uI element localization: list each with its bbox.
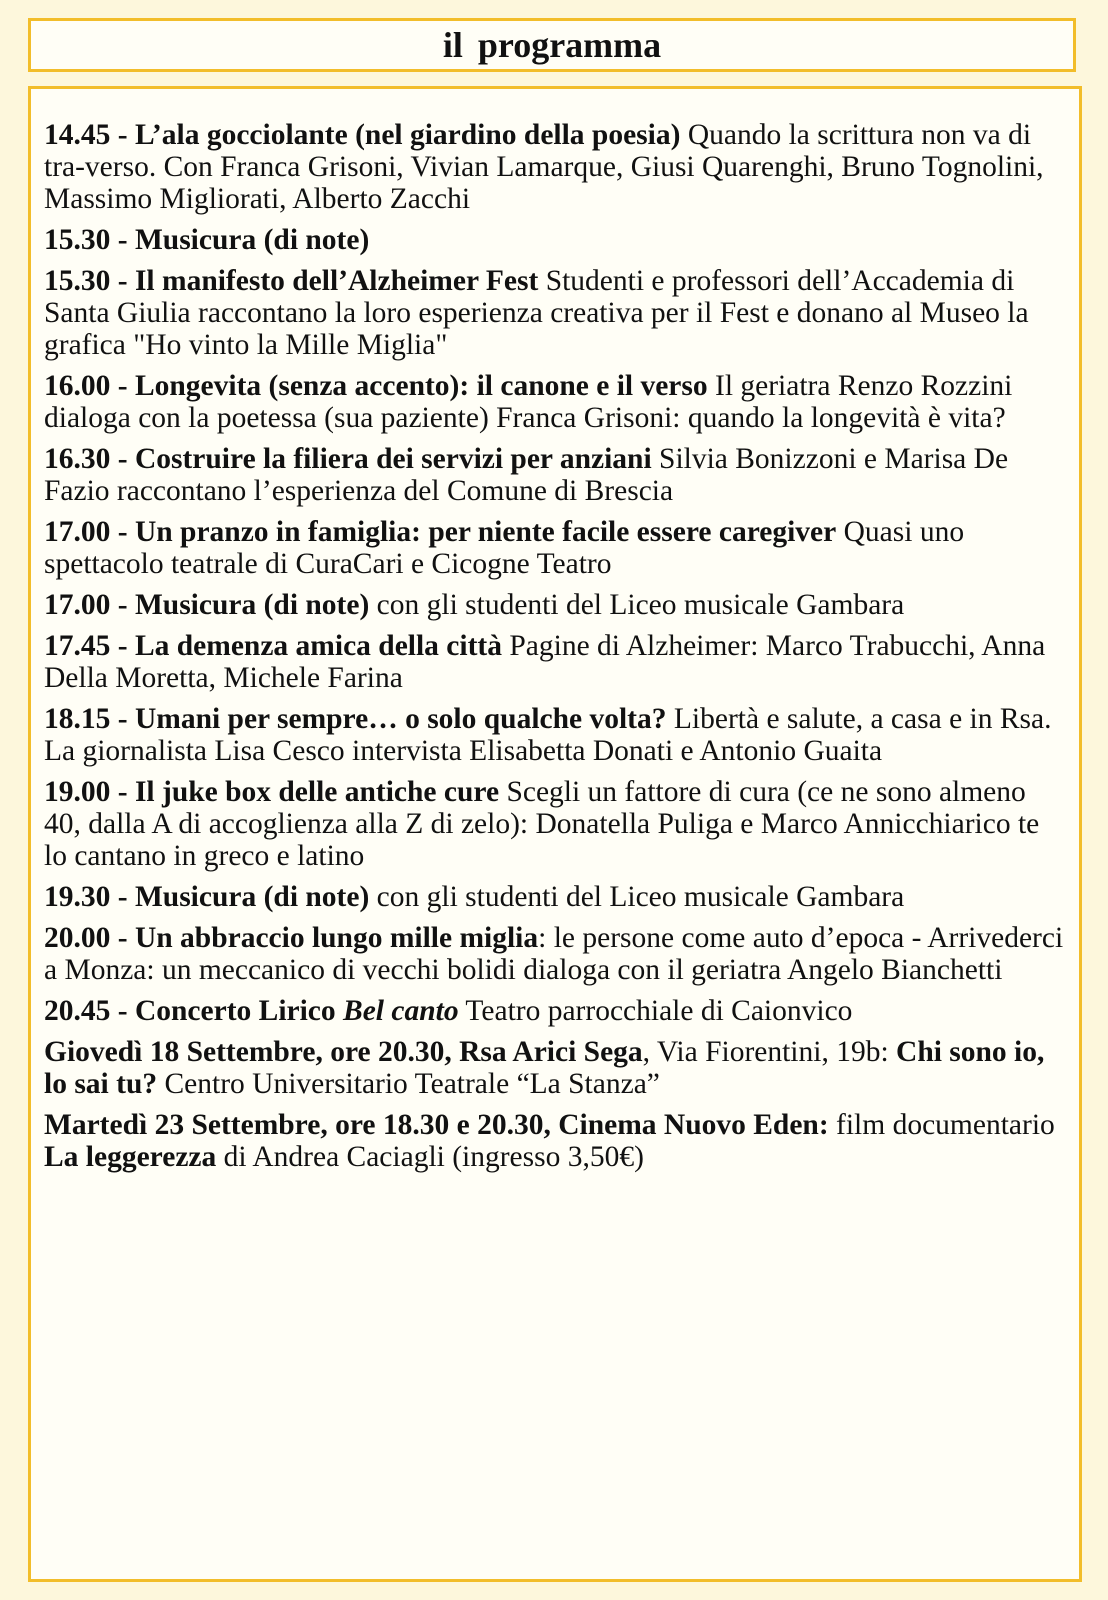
program-item — [44, 443, 1069, 507]
program-item — [44, 881, 1069, 913]
program-item — [44, 630, 1069, 694]
item-description: Teatro parrocchiale di Caionvico — [458, 995, 853, 1027]
item-time: 16.00 - — [44, 370, 135, 402]
item-time: 15.30 - — [44, 265, 135, 297]
program-box — [28, 86, 1082, 1582]
event-description: di Andrea Caciagli (ingresso 3,50€) — [216, 1141, 644, 1173]
program-item — [44, 589, 1069, 621]
item-title: Umani per sempre… o solo qualche volta? — [134, 703, 667, 735]
event-address: , Via Fiorentini, 19b: — [642, 1036, 897, 1068]
item-time: 16.30 - — [44, 443, 135, 475]
item-description: Silvia Bonizzoni e Marisa De Fazio raccontano l’esperienza del Comune di Brescia — [44, 443, 1009, 507]
item-time: 17.45 - — [44, 630, 135, 662]
item-title: Concerto Lirico — [134, 995, 344, 1027]
item-title: Un pranzo in famiglia: per niente facile essere caregiver — [134, 516, 837, 548]
item-title: Il manifesto dell’Alzheimer Fest — [134, 265, 539, 297]
item-time: 18.15 - — [44, 703, 135, 735]
item-title: Un abbraccio lungo mille miglia — [134, 922, 539, 954]
event-date-place: Martedì 23 Settembre, ore 18.30 e 20.30, Cinema Nuovo Eden: — [44, 1109, 829, 1141]
item-time: 19.00 - — [44, 776, 135, 808]
program-item — [44, 776, 1069, 872]
item-description: Quando la scrittura non va di tra-verso. Con Franca Grisoni, Vivian Lamarque, Giusi Quarenghi, Bruno Tognolini, Massimo Migliorati, Alberto Zacchi — [44, 119, 1044, 215]
item-title-italic: Bel canto — [343, 995, 459, 1027]
program-item — [44, 703, 1069, 767]
item-title: Costruire la filiera dei servizi per anziani — [134, 443, 652, 475]
program-item — [44, 265, 1069, 361]
item-time: 20.00 - — [44, 922, 135, 954]
item-description: Quasi uno spettacolo teatrale di CuraCari e Cicogne Teatro — [44, 516, 965, 580]
item-title: La demenza amica della città — [134, 630, 502, 662]
event-giovedi — [44, 1036, 1069, 1100]
item-title: Musicura (di note) — [134, 881, 370, 913]
program-item-concerto — [44, 995, 1069, 1027]
item-description: Pagine di Alzheimer: Marco Trabucchi, Anna Della Moretta, Michele Farina — [44, 630, 1046, 694]
event-date-place: Giovedì 18 Settembre, ore 20.30, Rsa Arici Sega — [44, 1036, 643, 1068]
item-time: 20.45 - — [44, 995, 135, 1027]
program-item — [44, 370, 1069, 434]
item-description: Studenti e professori dell’Accademia di Santa Giulia raccontano la loro esperienza creativa per il Fest e donano al Museo la grafica "Ho vinto la Mille Miglia" — [44, 265, 1029, 361]
item-title: L’ala gocciolante (nel giardino della poesia) — [134, 119, 681, 151]
item-description: Il geriatra Renzo Rozzini dialoga con la poetessa (sua paziente) Franca Grisoni: quando la longevità è vita? — [44, 370, 1013, 434]
item-time: 17.00 - — [44, 589, 135, 621]
item-title: Musicura (di note) — [134, 224, 370, 256]
item-description: con gli studenti del Liceo musicale Gambara — [369, 881, 905, 913]
item-title: Musicura (di note) — [134, 589, 370, 621]
item-description: con gli studenti del Liceo musicale Gambara — [369, 589, 905, 621]
item-time: 14.45 - — [44, 119, 135, 151]
event-type: film documentario — [828, 1109, 1055, 1141]
item-description: : le persone come auto d’epoca - Arrivederci a Monza: un meccanico di vecchi bolidi dialoga con il geriatra Angelo Bianchetti — [44, 922, 1064, 986]
title-box — [28, 18, 1076, 72]
item-title: Il juke box delle antiche cure — [134, 776, 500, 808]
page-title: il programma — [442, 25, 662, 65]
event-title: La leggerezza — [44, 1141, 217, 1173]
item-time: 15.30 - — [44, 224, 135, 256]
item-time: 17.00 - — [44, 516, 135, 548]
event-title: Chi sono io, lo sai tu? — [44, 1036, 1045, 1100]
program-item — [44, 224, 1069, 256]
item-time: 19.30 - — [44, 881, 135, 913]
program-item — [44, 516, 1069, 580]
program-item — [44, 119, 1069, 215]
item-description: Scegli un fattore di cura (ce ne sono almeno 40, dalla A di accoglienza alla Z di zelo): Donatella Puliga e Marco Annicchiarico te lo cantano in greco e latino — [44, 776, 1040, 872]
event-martedi — [44, 1109, 1069, 1173]
program-item — [44, 922, 1069, 986]
item-description: Libertà e salute, a casa e in Rsa. La giornalista Lisa Cesco intervista Elisabetta Donati e Antonio Guaita — [44, 703, 1052, 767]
event-description: Centro Universitario Teatrale “La Stanza” — [157, 1068, 660, 1100]
item-title: Longevita (senza accento): il canone e il verso — [134, 370, 708, 402]
